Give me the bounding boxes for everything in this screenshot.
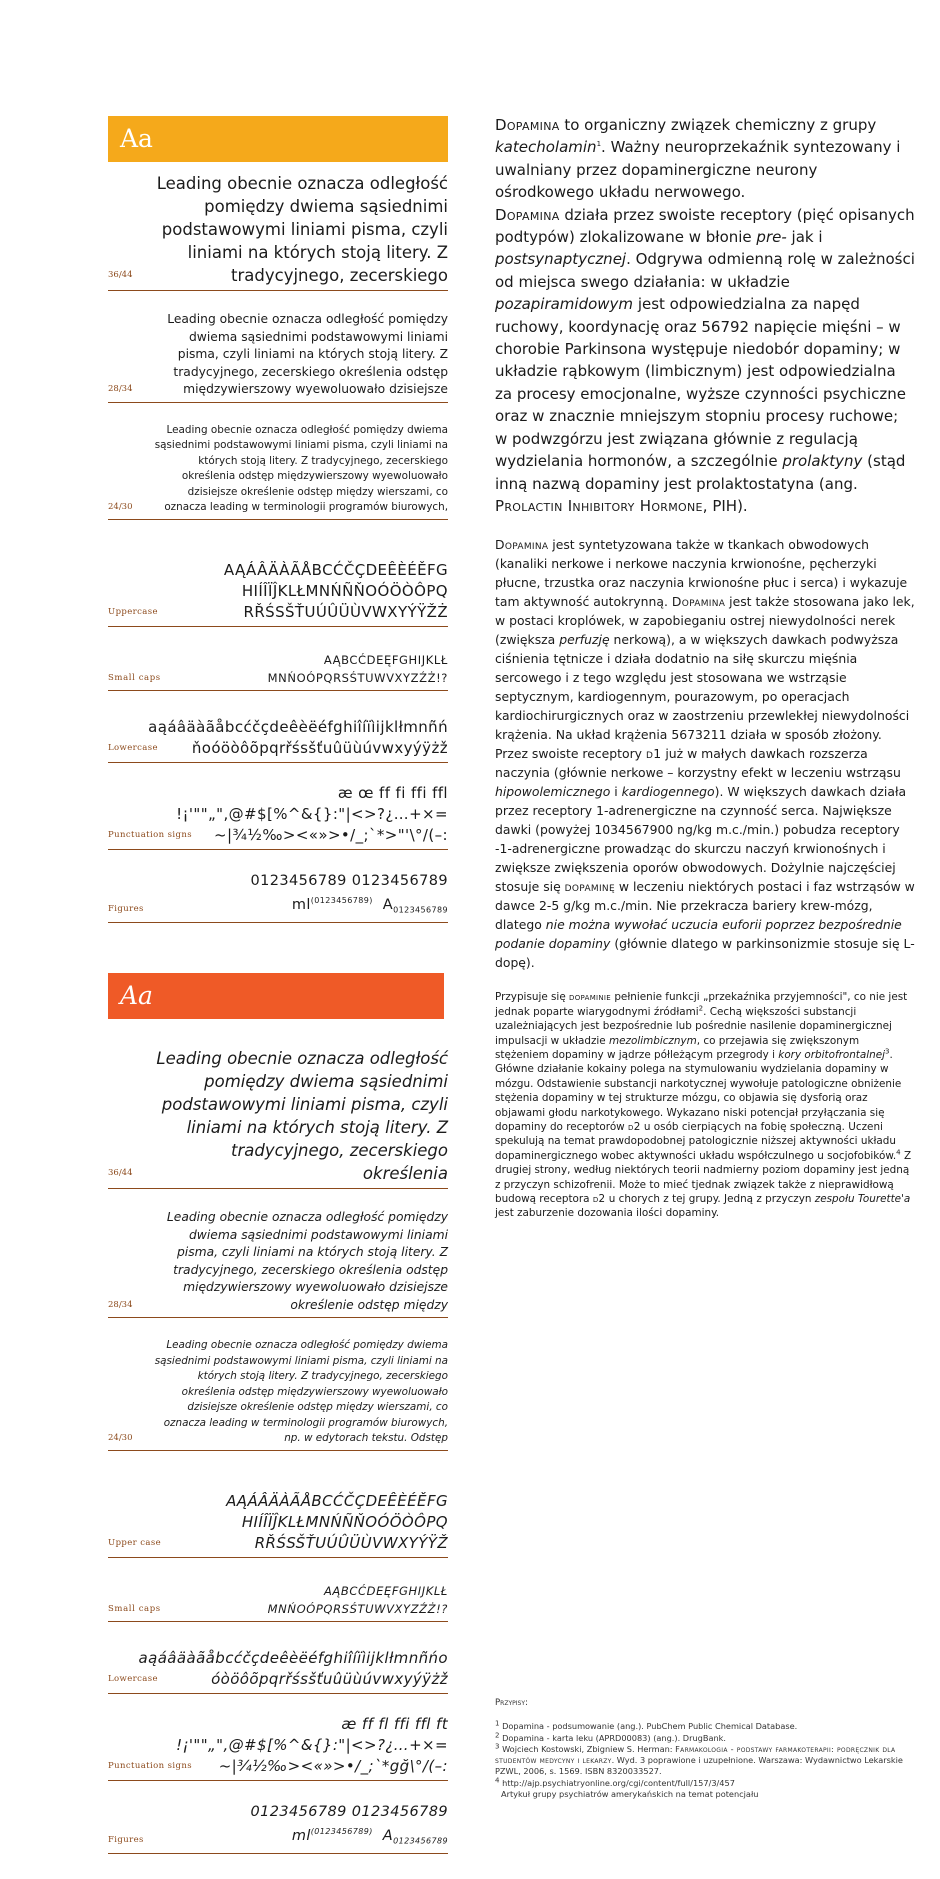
glyph-label: Small caps	[108, 1603, 161, 1614]
glyph-label: Punctuation signs	[108, 1760, 192, 1771]
italic-uppercase	[108, 1491, 448, 1558]
glyph-line: æ œ ff fi ffi ffl	[337, 783, 448, 802]
glyph-line: 0123456789 0123456789	[250, 1803, 448, 1820]
article-paragraph-3: Przypisuje się dopaminie pełnienie funkcji „przekaźnika przyjemności", co nie jest jednak poparte wiarygodnymi źródłami$^2$. Cechą większości substancji uzależniających jest bezpośrednie lub pośrednie nasilenie dopaminergicznej impulsacji w układzie mezolimbicznym, co przejawia się zwiększonym stężeniem dopaminy w jądrze półleżącym przegrody i kory orbitofrontalnej$^3$. Główne działanie kokainy polega na stymulowaniu wydzielania dopaminy w mózgu. Odstawienie substancji narkotycznej wywołuje patologiczne obniżenie stężenia dopaminy w tej strukturze mózgu, co objawia się dysforią oraz objawami głodu narkotykowego. Wykazano niski potencjał przyłączania się dopaminy do receptorów d2 u osób cierpiących na fobię społeczną. Uczeni spekulują na temat prawdopodobnej patologicznie niższej aktywności układu dopaminergicznego wobec aktywności układu współczulnego u socjofobików.$^4$ Z drugiej strony, według niektórych teorii nadmierny poziom dopaminy jest jedną z przyczyn schizofrenii. Może to mieć tjednak związek także z nieprawidłową budową receptora d2 u chorych z tej grupy. Jedną z przyczyn zespołu Tourette'a jest zaburzenie dozowania ilości dopaminy.	[495, 991, 912, 1220]
italic-punctuation	[108, 1714, 448, 1781]
upright-sample-36	[108, 172, 448, 291]
glyph-line: aąáâäàãåbcćčçdeêèëéfghiîíïìijklłmnñń	[148, 717, 448, 736]
glyph-line: HIÍÎÏĴKLŁMNŃÑŇOÓÖÒÔPQ	[241, 1512, 448, 1531]
size-label: 28/34	[108, 1299, 133, 1310]
glyph-line: AĄBCĆDEĘFGHIJKLŁ	[323, 652, 448, 667]
glyph-label: Figures	[108, 1835, 144, 1846]
glyph-label: Upper case	[108, 1537, 162, 1548]
italic-sample-28	[108, 1209, 448, 1318]
upright-sample-28	[108, 311, 448, 403]
glyph-line: MNŃOÓPQRSŚTUWVXYZŹŻ!?	[267, 670, 448, 685]
glyph-label: Lowercase	[108, 742, 158, 753]
sample-text: Leading obecnie oznacza odległość pomiędzy dwiema sąsiednimi podstawowymi liniami pisma, czyli liniami na których stoją litery. Z tradycyjnego, zecerskiego określenia	[156, 1049, 448, 1184]
footnote-link[interactable]: http://ajp.psychiatryonline.org/cgi/content/full/157/3/457	[499, 1777, 735, 1788]
glyph-line: 0123456789 0123456789	[250, 872, 448, 889]
sample-text: Leading obecnie oznacza odległość pomiędzy dwiema sąsiednimi podstawowymi liniami pisma, czyli liniami na których stoją litery. Z tradycyjnego, zecerskiego	[156, 174, 448, 285]
figures-variants: $ml^{(0123456789)}$ $A_{0123456789}$	[291, 1826, 448, 1846]
sample-text: Leading obecnie oznacza odległość pomiędzy dwiema sąsiednimi podstawowymi liniami pisma, czyli liniami na których stoją litery. Z tradycyjnego, zecerskiego określenia odstęp międzywierszowy wyewoluowało dzisiejsze	[167, 312, 448, 396]
sample-text: Leading obecnie oznacza odległość pomiędzy dwiema sąsiednimi podstawowymi liniami pisma, czyli liniami na których stoją litery. Z tradycyjnego, zecerskiego określenia odstęp międzywierszowy wyewoluowało dzisiejsze określenie odstęp między	[166, 1210, 448, 1312]
upright-swatch: Aa	[108, 116, 448, 162]
glyph-line: ňoóöòôõpqrřśsšťuûüùúvwxyýÿżž	[191, 738, 448, 757]
italic-sample-24	[108, 1338, 448, 1451]
glyph-line: óòöôõpqrřśsšťuûüùúvwxyýÿżž	[211, 1669, 448, 1688]
figures-variants: $ml^{(0123456789)}$ $A_{0123456789}$	[291, 895, 448, 915]
specimen-column	[108, 116, 448, 1854]
glyph-line: HIÍÎÏĴKLŁMNŃÑŇOÓÖÒÔPQ	[241, 581, 448, 600]
glyph-line: AĄBCĆDEĘFGHIJKLŁ	[323, 1583, 448, 1598]
footnotes	[495, 1698, 915, 1800]
glyph-line: AĄÁÂÄÀÃÅBCĆČÇDEÊÈÉĚFG	[226, 1491, 448, 1510]
article-paragraph-1: Dopamina to organiczny związek chemiczny z grupy katecholamin$^1$. Ważny neuroprzekaźnik syntezowany i uwalniany przez dopaminergiczne neurony ośrodkowego układu nerwowego. Dopamina działa przez swoiste receptory (pięć opisanych podtypów) zlokalizowane w błonie pre- jak i postsynaptycznej. Odgrywa odmienną rolę w zależności od miejsca swego działania: w układzie pozapiramidowym jest odpowiedzialna za napęd ruchowy, koordynację oraz 56792 napięcie mięśni – w chorobie Parkinsona występuje niedobór dopaminy; w układzie rąbkowym (limbicznym) jest odpowiedzialna za procesy emocjonalne, wyższe czynności psychiczne oraz w znacznie mniejszym stopniu procesy ruchowe; w podwzgórzu jest związana głównie z regulacją wydzielania hormonów, a szczególnie prolaktyny (stąd inną nazwą dopaminy jest prolaktostatyna (ang. Prolactin Inhibitory Hormone, PIH).	[495, 116, 915, 515]
upright-punctuation	[108, 783, 448, 850]
upright-sample-24	[108, 423, 448, 520]
italic-figures	[108, 1803, 448, 1855]
footnote-1: $^1$ Dopamina - podsumowanie (ang.). PubChem Public Chemical Database.	[495, 1719, 798, 1732]
glyph-line: !¡'""„",@#$[%^&{}:"|<>?¿…+×=	[176, 804, 448, 823]
size-label: 36/44	[108, 1168, 133, 1179]
size-label: 36/44	[108, 270, 133, 280]
glyph-line: RŘŚSŠŤUÚÛÜÙVWXYÝŸŽŻ	[243, 602, 448, 621]
glyph-line: MNŃOÓPQRSŚTUWVXYZŹŻ!?	[267, 1601, 448, 1616]
footnote-ref[interactable]: 1	[596, 140, 602, 149]
footnote-ref[interactable]: 3	[885, 1047, 890, 1056]
sample-text: Leading obecnie oznacza odległość pomiędzy dwiema sąsiednimi podstawowymi liniami pisma, czyli liniami na których stoją litery. Z tradycyjnego, zecerskiego określenia odstęp międzywierszowy wyewoluowało dzisiejsze określenie odstęp między wierszami, co oznacza leading w terminologii programów biurowych, np. w edytorach tekstu. Odstęp	[154, 1339, 448, 1445]
footnote-4: $^4$ http://ajp.psychiatryonline.org/cgi/content/full/157/3/457 Artykuł grupy psychiatrów amerykańskich na temat potencjału	[495, 1776, 759, 1800]
upright-small-caps	[108, 651, 448, 691]
footnote-ref[interactable]: 2	[698, 1004, 704, 1013]
size-label: 24/30	[108, 502, 133, 512]
glyph-line: RŘŚSŠŤUÚÛÜÙVWXYÝŸŽ	[254, 1533, 448, 1552]
glyph-label: Punctuation signs	[108, 829, 192, 840]
upright-uppercase	[108, 560, 448, 627]
glyph-label: Small caps	[108, 672, 161, 683]
italic-small-caps	[108, 1582, 448, 1622]
footnote-2: $^2$ Dopamina - karta leku (APRD00083) (ang.). DrugBank.	[495, 1730, 727, 1743]
footnotes-heading: Przypisy:	[495, 1698, 528, 1708]
glyph-label: Figures	[108, 904, 144, 915]
glyph-line: !¡'""„",@#$[%^&{}:"|<>?¿…+×=	[176, 1735, 448, 1754]
footnote-ref[interactable]: 4	[896, 1148, 901, 1157]
upright-lowercase	[108, 717, 448, 763]
size-label: 24/30	[108, 1433, 133, 1444]
glyph-line: ~|¾½‰><«»>•/_;`*gğ\°/(–:	[218, 1756, 448, 1775]
article-column	[495, 114, 915, 1221]
glyph-label: Uppercase	[108, 606, 158, 617]
size-label: 28/34	[108, 384, 133, 394]
sample-text: Leading obecnie oznacza odległość pomiędzy dwiema sąsiednimi podstawowymi liniami pisma, czyli liniami na których stoją litery. Z tradycyjnego, zecerskiego określenia odstęp międzywierszowy wyewoluowało dzisiejsze określenie odstęp między wierszami, co oznacza leading w terminologii programów biurowych,	[154, 423, 448, 513]
footnote-3: $^3$ Wojciech Kostowski, Zbigniew S. Herman: Farmakologia - podstawy farmakoterapii: podręcznik dla studentów medycyny i lekarzy. Wyd. 3 poprawione i uzupełnione. Warszawa: Wydawnictwo Lekarskie PZWL, 2006, s. 1569. ISBN 8320033527.	[495, 1742, 903, 1777]
glyph-line: æ ff fl ffi ffl ft	[341, 1714, 448, 1733]
glyph-line: AĄÁÂÄÀÃÅBCĆČÇDEÊÈÉĚFG	[223, 560, 448, 579]
glyph-line: ~|¾½‰><«»>•/_;`*>"'\°/(–:	[214, 825, 448, 844]
upright-figures	[108, 872, 448, 924]
article-paragraph-2: Dopamina jest syntetyzowana także w tkankach obwodowych (kanaliki nerkowe i nerkowe naczynia krwionośne, pęcherzyki płucne, trzustka oraz naczynia krwionośne płuc i serca) i wykazuje tam aktywność autokrynną. Dopamina jest także stosowana jako lek, w postaci kroplówek, w zapobieganiu ostrej niewydolności nerek (zwiększa perfuzję nerkową), a w większych dawkach podwyższa ciśnienia tętnicze i działa dodatnio na siłę skurczu mięśnia sercowego i z tego względu jest stosowana we wstrząsie septycznym, kardiogennym, pourazowym, po operacjach kardiochirurgicznych oraz w zaostrzeniu przewlekłej niewydolności krążenia. Na układ krążenia 5673211 działa w sposób złożony. Przez swoiste receptory d1 już w małych dawkach rozszerza naczynia (głównie nerkowe – korzystny efekt w leczeniu wstrząsu hipowolemicznego i kardiogennego). W większych dawkach działa przez receptory 1-adrenergiczne na czynność serca. Największe dawki (powyżej 1034567900 ng/kg m.c./min.) pobudza receptory -1-adrenergiczne prowadząc do skurczu naczyń krwionośnych i zwiększe zwiększenia oporów obwodowych. Dożylnie najczęściej stosuje się dopaminę w leczeniu niektórych postaci i faz wstrząsów w dawce 2-5 g/kg m.c./min. Nie przekracza bariery krew-mózg, dlatego nie można wywołać uczucia euforii poprzez bezpośrednie podanie dopaminy (głównie dlatego w parkinsonizmie stosuje się L-dopę).	[495, 537, 915, 971]
italic-swatch: Aa	[108, 973, 444, 1019]
italic-sample-36	[108, 1047, 448, 1189]
italic-lowercase	[108, 1648, 448, 1694]
glyph-line: aąáâäàãåbcćčçdeêèëéfghiîíïìijklłmnñńo	[138, 1648, 448, 1667]
glyph-label: Lowercase	[108, 1673, 158, 1684]
